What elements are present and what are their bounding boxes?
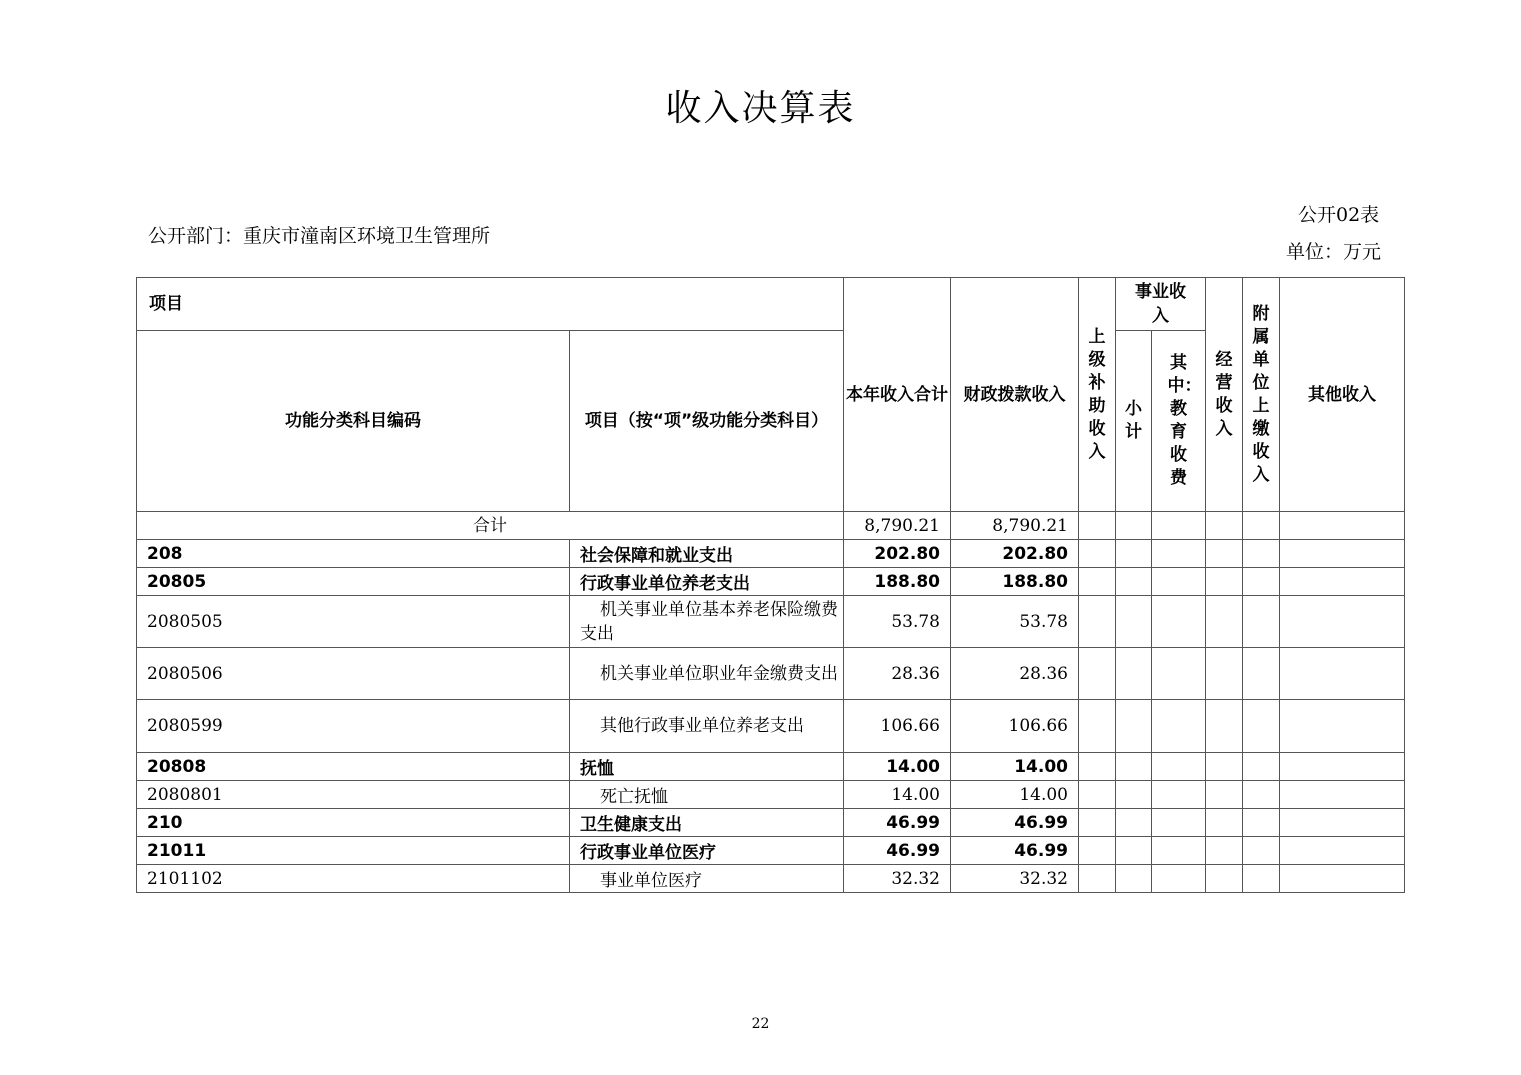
row-code: 2101102 — [137, 865, 570, 893]
header-row-1 — [137, 278, 1405, 331]
header-item: 项目（按“项”级功能分类科目） — [570, 331, 844, 512]
row-code: 2080505 — [137, 596, 570, 648]
table-row — [137, 540, 1405, 568]
row-code: 2080801 — [137, 781, 570, 809]
header-operation: 经营收入 — [1206, 278, 1243, 512]
row-total: 46.99 — [844, 809, 951, 837]
row-total: 106.66 — [844, 700, 951, 753]
row-total: 202.80 — [844, 540, 951, 568]
row-name: 事业单位医疗 — [570, 865, 844, 893]
row-code: 2080599 — [137, 700, 570, 753]
header-affiliated: 附属单位上缴收入 — [1243, 278, 1280, 512]
header-subtotal: 小计 — [1116, 331, 1152, 512]
header-fiscal: 财政拨款收入 — [951, 278, 1079, 512]
row-total: 46.99 — [844, 837, 951, 865]
table-row — [137, 781, 1405, 809]
row-name: 卫生健康支出 — [570, 809, 844, 837]
row-fiscal: 46.99 — [951, 837, 1079, 865]
table-row — [137, 596, 1405, 648]
table-row — [137, 700, 1405, 753]
row-code: 210 — [137, 809, 570, 837]
row-code: 21011 — [137, 837, 570, 865]
form-number: 公开02表 — [1298, 204, 1380, 226]
page-number: 22 — [751, 1016, 770, 1032]
row-code: 20808 — [137, 753, 570, 781]
header-total: 本年收入合计 — [844, 278, 951, 512]
header-other: 其他收入 — [1280, 278, 1405, 512]
total-amount: 8,790.21 — [844, 512, 951, 540]
table-row — [137, 568, 1405, 596]
row-fiscal: 14.00 — [951, 753, 1079, 781]
row-total: 53.78 — [844, 596, 951, 648]
row-name: 行政事业单位医疗 — [570, 837, 844, 865]
row-name: 行政事业单位养老支出 — [570, 568, 844, 596]
header-code: 功能分类科目编码 — [137, 331, 570, 512]
row-name: 机关事业单位基本养老保险缴费支出 — [570, 596, 844, 648]
table-row — [137, 753, 1405, 781]
row-fiscal: 14.00 — [951, 781, 1079, 809]
row-code: 20805 — [137, 568, 570, 596]
row-fiscal: 46.99 — [951, 809, 1079, 837]
page-title: 收入决算表 — [665, 88, 856, 129]
table-row — [137, 837, 1405, 865]
row-total: 32.32 — [844, 865, 951, 893]
row-total: 14.00 — [844, 781, 951, 809]
row-fiscal: 53.78 — [951, 596, 1079, 648]
row-fiscal: 202.80 — [951, 540, 1079, 568]
row-total: 28.36 — [844, 648, 951, 700]
total-row — [137, 512, 1405, 540]
row-name: 抚恤 — [570, 753, 844, 781]
row-total: 188.80 — [844, 568, 951, 596]
row-total: 14.00 — [844, 753, 951, 781]
table-row — [137, 865, 1405, 893]
department-label: 公开部门：重庆市潼南区环境卫生管理所 — [148, 225, 491, 247]
row-fiscal: 28.36 — [951, 648, 1079, 700]
header-education: 其中：教育收费 — [1152, 331, 1206, 512]
row-name: 机关事业单位职业年金缴费支出 — [570, 648, 844, 700]
row-fiscal: 188.80 — [951, 568, 1079, 596]
row-name: 其他行政事业单位养老支出 — [570, 700, 844, 753]
header-business: 事业收入 — [1116, 278, 1206, 331]
unit-label: 单位：万元 — [1286, 241, 1382, 263]
income-table — [136, 277, 1405, 893]
row-name: 社会保障和就业支出 — [570, 540, 844, 568]
total-label: 合计 — [137, 512, 844, 540]
table-row — [137, 648, 1405, 700]
row-name: 死亡抚恤 — [570, 781, 844, 809]
row-code: 2080506 — [137, 648, 570, 700]
header-project: 项目 — [137, 278, 844, 331]
total-fiscal: 8,790.21 — [951, 512, 1079, 540]
row-code: 208 — [137, 540, 570, 568]
row-fiscal: 106.66 — [951, 700, 1079, 753]
header-superior: 上级补助收入 — [1079, 278, 1116, 512]
row-fiscal: 32.32 — [951, 865, 1079, 893]
table-row — [137, 809, 1405, 837]
